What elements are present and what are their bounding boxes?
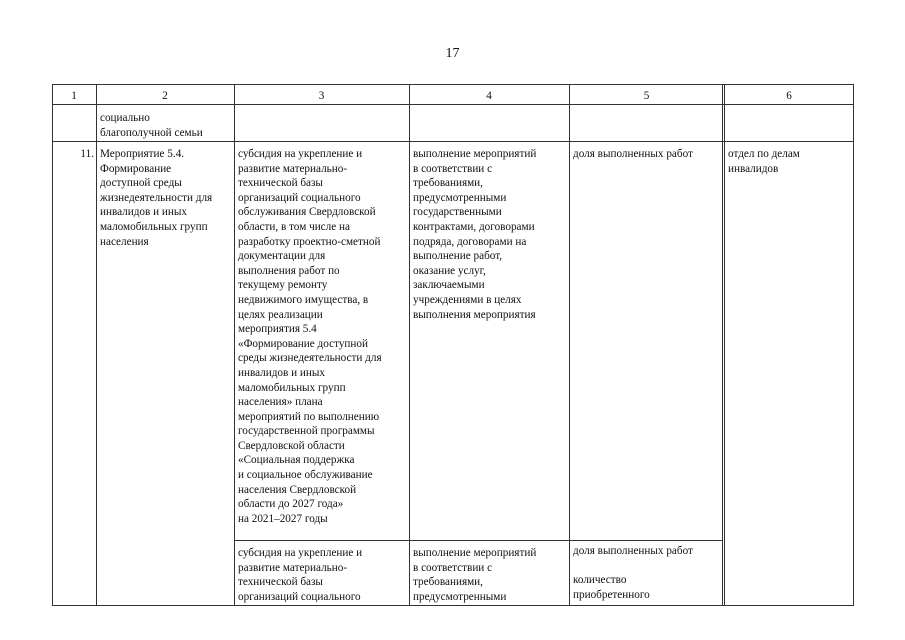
header-divider [52, 104, 854, 105]
header-col-5: 5 [643, 90, 650, 102]
column-divider [724, 84, 725, 606]
header-col-1: 1 [71, 90, 77, 102]
header-col-3: 3 [318, 90, 325, 102]
cell-responsible-dept: отдел по делам инвалидов [728, 148, 800, 175]
row-divider [52, 141, 854, 142]
cell-indicator: доля выполненных работ [573, 148, 693, 160]
table-border-top [52, 84, 854, 85]
cell-indicator-2: доля выполненных работ количество приобретенного [573, 545, 693, 601]
table-border-left [52, 84, 53, 606]
cell-execution-terms: выполнение мероприятий в соответствии с требованиями, предусмотренными государственными контрактами, договорами подряда, договорами на выполнение работ, оказание услуг, заключаемыми учреждениями в целях выполнения мероприятия [413, 148, 537, 321]
column-divider [409, 84, 410, 606]
table-border-right [853, 84, 854, 606]
program-table [52, 84, 854, 606]
cell-subsidy-description-2: субсидия на укрепление и развитие материально- технической базы организаций социального [238, 547, 363, 603]
cell-continuation-text: социально благополучной семьи [100, 112, 203, 139]
column-divider [722, 84, 723, 606]
cell-measure-name: Мероприятие 5.4. Формирование доступной среды жизнедеятельности для инвалидов и иных маломобильных групп населения [100, 148, 213, 248]
row-divider-sub [234, 540, 723, 541]
header-col-4: 4 [486, 90, 492, 102]
header-col-6: 6 [786, 90, 792, 102]
column-divider [234, 84, 235, 606]
cell-execution-terms-2: выполнение мероприятий в соответствии с требованиями, предусмотренными [413, 547, 537, 603]
table-border-bottom [52, 605, 854, 606]
header-col-2: 2 [162, 90, 168, 102]
page-number: 17 [445, 46, 460, 61]
column-divider [569, 84, 570, 606]
column-divider [96, 84, 97, 606]
cell-row-number: 11. [80, 148, 94, 160]
cell-subsidy-description: субсидия на укрепление и развитие материально- технической базы организаций социального обслуживания Свердловской области, в том числе на разработку проектно-сметной документации для выполнения работ по текущему ремонту недвижимого имущества, в целях реализации мероприятия 5.4 «Формирование доступной среды жизнедеятельности для инвалидов и иных маломобильных групп населения» плана мероприятий по выполнению государственной программы Свердловской области «Социальная поддержка и социальное обслуживание населения Свердловской области до 2027 года» на 2021–2027 годы [238, 148, 382, 525]
